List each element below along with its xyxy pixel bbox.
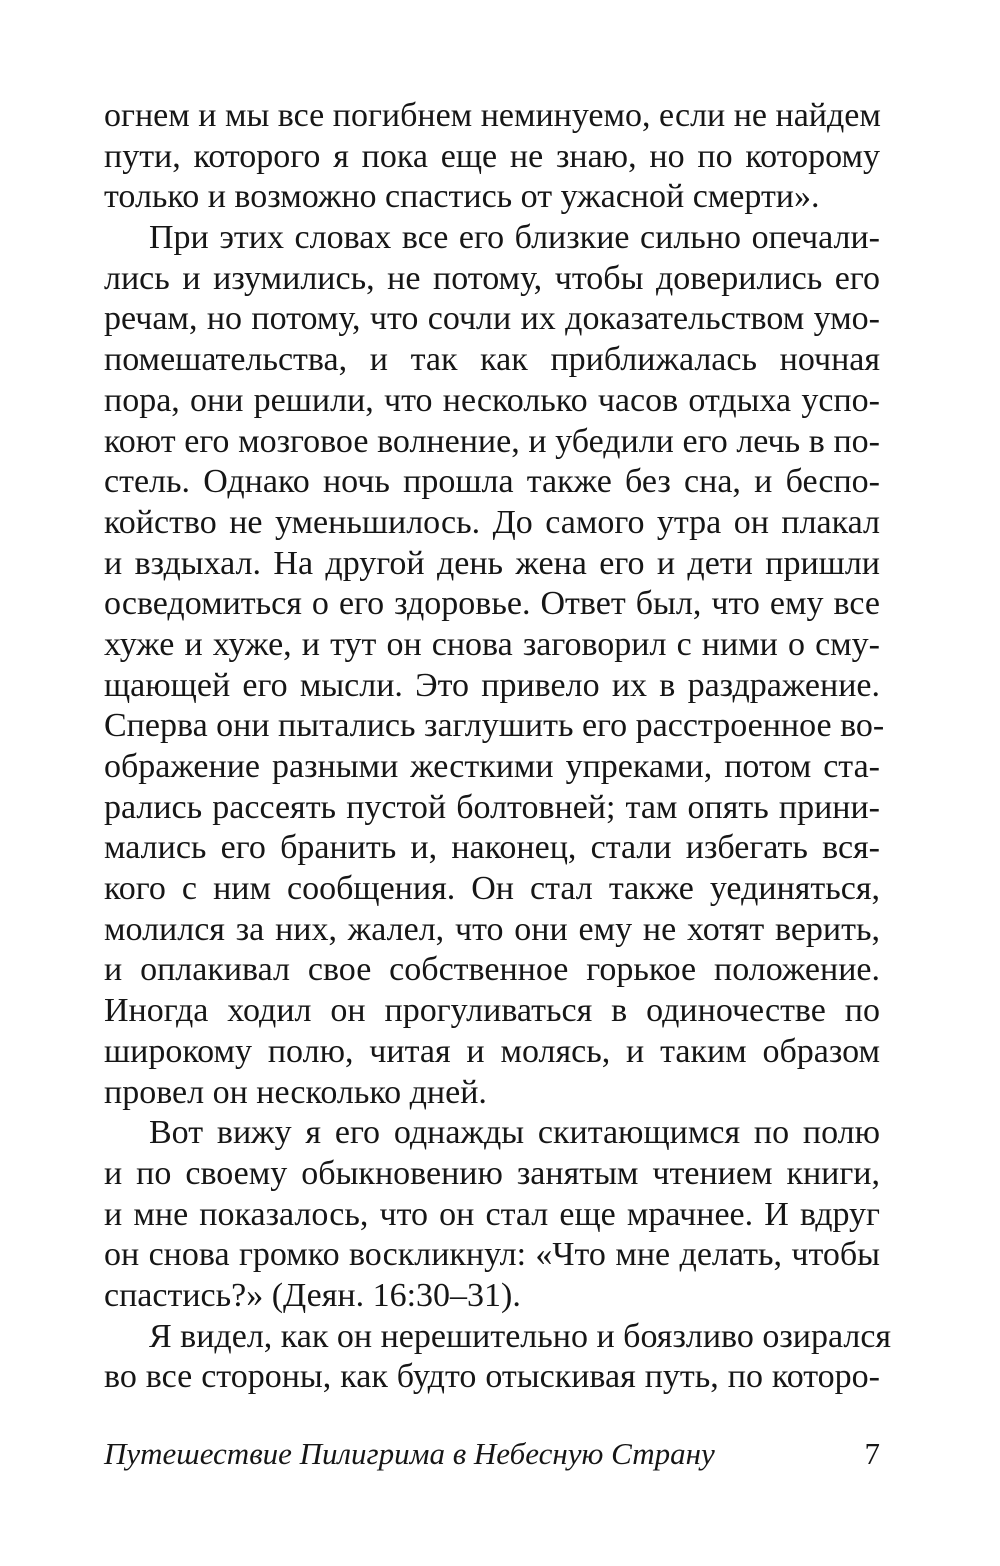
text-line: ображение разными жесткими упреками, потом ста- — [104, 748, 880, 785]
text-line: осведомиться о его здоровье. Ответ был, что ему все — [104, 585, 880, 623]
text-line: стель. Однако ночь прошла также без сна, и беспо- — [104, 463, 880, 501]
text-line: Иногда ходил он прогуливаться в одиночестве по — [104, 992, 880, 1030]
text-line: широкому полю, читая и молясь, и таким образом — [104, 1032, 880, 1070]
text-line: он снова громко воскликнул: «Что мне делать, чтобы — [104, 1236, 880, 1274]
text-line: щающей его мысли. Это привело их в раздражение. — [104, 666, 880, 704]
text-line: рались рассеять пустой болтовней; там опять прини- — [104, 788, 880, 826]
text-line: огнем и мы все погибнем неминуемо, если не найдем — [104, 97, 881, 134]
text-line: лись и изумились, не потому, чтобы доверились его — [104, 259, 880, 297]
text-line: и оплакивал свое собственное горькое положение. — [104, 951, 880, 989]
text-line: и вздыхал. На другой день жена его и дети пришли — [104, 544, 880, 582]
text-line: только и возможно спастись от ужасной смерти». — [104, 178, 820, 216]
text-line: пути, которого я пока еще не знаю, но по которому — [104, 137, 880, 175]
text-line: мались его бранить и, наконец, стали избегать вся- — [104, 829, 880, 867]
text-line: провел он несколько дней. — [104, 1073, 487, 1111]
text-line: Вот вижу я его однажды скитающимся по полю — [149, 1114, 880, 1152]
text-line: и по своему обыкновению занятым чтением книги, — [104, 1154, 880, 1192]
text-line: коют его мозговое волнение, и убедили его лечь в по- — [104, 422, 880, 460]
text-line: При этих словах все его близкие сильно опечали- — [149, 219, 880, 257]
page-number: 7 — [864, 1436, 880, 1471]
text-line: пора, они решили, что несколько часов отдыха успо- — [104, 381, 880, 419]
page-footer — [104, 1434, 880, 1474]
text-line: спастись?» (Деян. 16:30–31). — [104, 1276, 521, 1314]
text-line: речам, но потому, что сочли их доказательством умо- — [104, 300, 880, 338]
text-line: хуже и хуже, и тут он снова заговорил с ними о сму- — [104, 625, 880, 663]
text-line: помешательства, и так как приближалась ночная — [104, 341, 880, 379]
text-line: во все стороны, как будто отыскивая путь, по которо- — [104, 1358, 880, 1396]
running-title: Путешествие Пилигрима в Небесную Страну — [104, 1436, 715, 1471]
body-text — [104, 96, 892, 1398]
text-line: молился за них, жалел, что они ему не хотят верить, — [104, 910, 880, 948]
text-line: койство не уменьшилось. До самого утра он плакал — [104, 503, 880, 541]
text-line: Я видел, как он нерешительно и боязливо озирался — [149, 1317, 892, 1355]
text-line: кого с ним сообщения. Он стал также уединяться, — [104, 870, 880, 908]
text-line: Сперва они пытались заглушить его расстроенное во- — [104, 707, 885, 745]
text-line: и мне показалось, что он стал еще мрачнее. И вдруг — [104, 1195, 880, 1233]
